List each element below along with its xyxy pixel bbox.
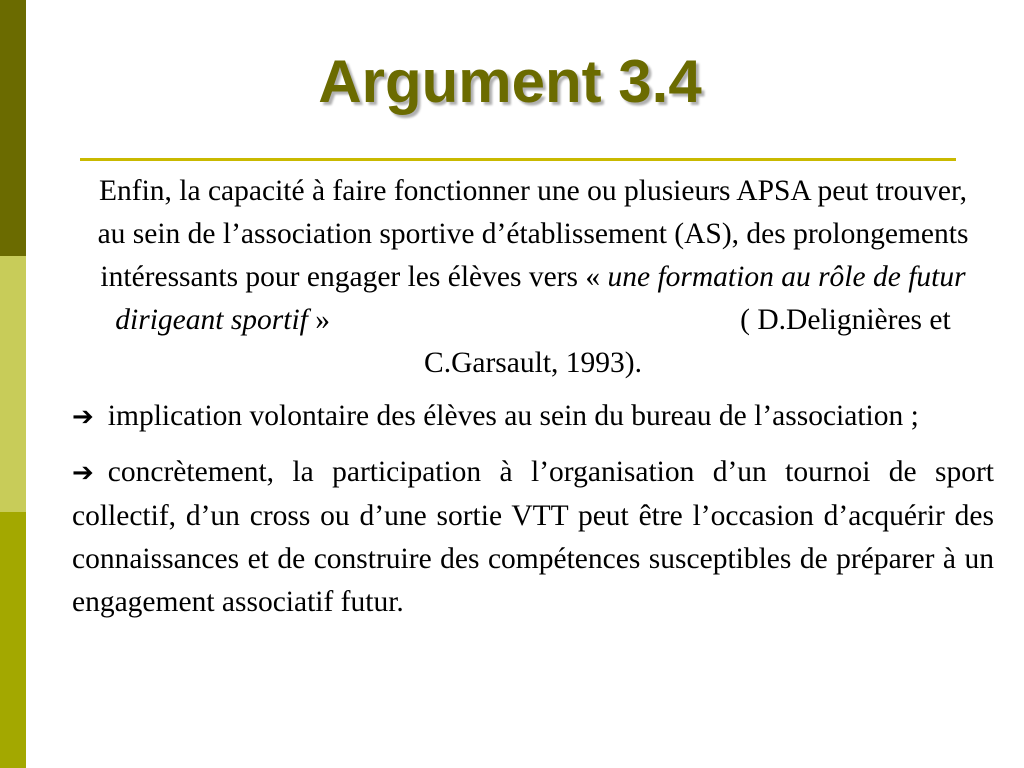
arrow-right-icon: ➔ — [72, 402, 94, 432]
sidebar-band-top — [0, 0, 26, 256]
arrow-right-icon: ➔ — [72, 458, 94, 488]
sidebar-band-bottom — [0, 512, 26, 768]
intro-paragraph — [72, 170, 994, 385]
bullet-text: implication volontaire des élèves au sein du bureau de l’association ; — [107, 400, 919, 432]
slide-title: Argument 3.4 — [318, 48, 702, 115]
bullet-text: concrètement, la participation à l’organisation d’un tournoi de sport collectif, d’un cross ou d’une sortie VTT peut être l’occasion d’acquérir des connaissances et de construire des compétences susceptibles de préparer à un engagement associatif futur. — [72, 456, 994, 618]
intro-text: Enfin, la capacité à faire fonctionner une ou plusieurs APSA peut trouver, au sein de l’association sportive d’établissement (AS), des prolongements intéressants pour engager les élèves vers « — [97, 175, 969, 293]
bullet-item — [72, 395, 994, 439]
slide-body — [72, 170, 994, 636]
citation-paren: ( — [740, 304, 750, 336]
intro-quote: une formation au rôle de futur dirigeant sportif — [115, 261, 966, 336]
citation: D.Delignières et C.Garsault, 1993). — [424, 304, 951, 379]
title-divider — [80, 158, 956, 161]
sidebar-band-middle — [0, 256, 26, 512]
intro-quote-close: » — [307, 304, 330, 336]
bullet-item — [72, 451, 994, 624]
